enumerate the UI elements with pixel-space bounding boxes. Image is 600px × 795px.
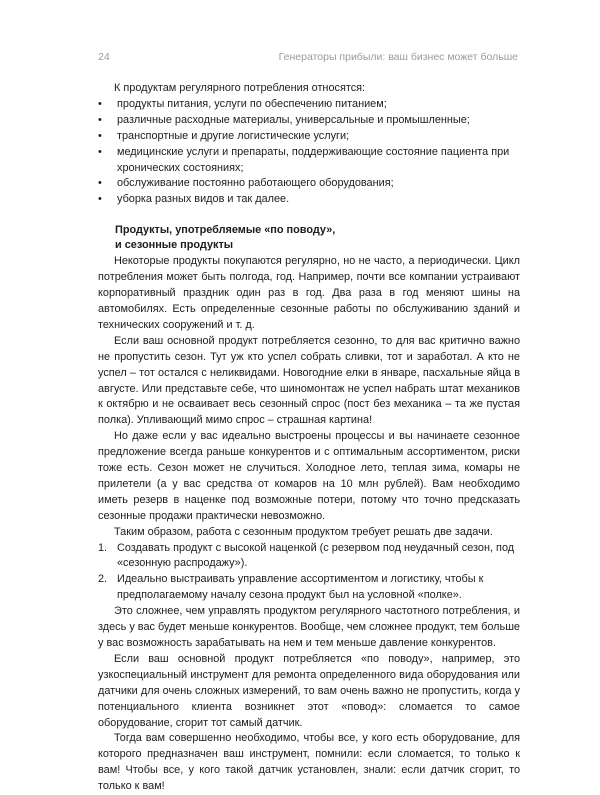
paragraph: Это сложнее, чем управлять продуктом регулярного частотного потребления, и здесь у вас будет меньше конкурентов. Вообще, чем сложнее продукт, тем больше у вас возможность зарабатывать на нем и тем меньше давление конкурентов. bbox=[98, 605, 520, 649]
bullet-marker: • bbox=[98, 113, 102, 126]
list-item-text: транспортные и другие логистические услуги; bbox=[117, 129, 350, 142]
item-number: 1. bbox=[98, 541, 108, 554]
paragraph: Если ваш основной продукт потребляется «по поводу», например, это узкоспециальный инструмент для ремонта определенного вида оборудования или датчики для очень сложных измерений, то вам очень важно не пропустить, когда у потенциального клиента возникнет этот «повод»: сломается то самое оборудование, сгорит тот самый датчик. bbox=[98, 652, 520, 729]
numbered-item-text: Создавать продукт с высокой наценкой (с резервом под неудачный сезон, под «сезонную распродажу»). bbox=[117, 541, 515, 570]
bullet-marker: • bbox=[98, 145, 102, 158]
list-item-text: обслуживание постоянно работающего оборудования; bbox=[117, 177, 394, 190]
bullet-marker: • bbox=[98, 129, 102, 142]
list-item bbox=[98, 192, 520, 208]
list-item-text: различные расходные материалы, универсальные и промышленные; bbox=[117, 113, 470, 126]
paragraph: Таким образом, работа с сезонным продуктом требует решать две задачи. bbox=[114, 525, 493, 538]
list-item bbox=[98, 145, 520, 177]
list-item bbox=[98, 176, 520, 192]
section-heading-line1: Продукты, употребляемые «по поводу», bbox=[115, 224, 336, 237]
numbered-item-text: Идеально выстраивать управление ассортиментом и логистику, чтобы к предполагаемому началу сезона продукт был на условной «полке». bbox=[117, 573, 484, 602]
list-item bbox=[98, 113, 520, 129]
list-intro: К продуктам регулярного потребления относятся: bbox=[114, 82, 366, 94]
paragraph: Некоторые продукты покупаются регулярно, но не часто, а периодически. Цикл потребления может быть полгода, год. Например, почти все компании устраивают корпоративный праздник один раз в год. Два раза в год меняют шины на автомобилях. Есть определенные сезонные работы по обслуживанию зданий и технических сооружений и т. д. bbox=[98, 255, 520, 331]
bullet-marker: • bbox=[98, 193, 102, 206]
numbered-item bbox=[98, 572, 520, 604]
page-content bbox=[98, 81, 520, 795]
list-item-text: уборка разных видов и так далее. bbox=[117, 193, 290, 206]
section-heading-line2: и сезонные продукты bbox=[115, 239, 234, 252]
paragraph: Тогда вам совершенно необходимо, чтобы все, у кого есть оборудование, для которого предназначен ваш инструмент, помнили: если сломается, то только к вам! Чтобы все, у кого такой датчик установлен, знали: если датчик сгорит, то только к вам! bbox=[98, 732, 520, 793]
bullet-marker: • bbox=[98, 97, 102, 110]
list-item bbox=[98, 97, 520, 113]
page-number: 24 bbox=[98, 51, 110, 63]
bullet-marker: • bbox=[98, 177, 102, 190]
paragraph: Но даже если у вас идеально выстроены процессы и вы начинаете сезонное предложение всегда раньше конкурентов и с оптимальным ассортиментом, риски тоже есть. Сезон может не случиться. Холодное лето, теплая зима, комары не прилетели (а у вас средства от комаров на 10 млн рублей). Вам необходимо иметь резерв в наценке под возможные потери, потому что точно предсказать сезонные продажи практически невозможно. bbox=[98, 430, 520, 522]
item-number: 2. bbox=[98, 573, 108, 586]
section-heading bbox=[98, 223, 520, 253]
numbered-item bbox=[98, 541, 520, 573]
paragraph: Если ваш основной продукт потребляется сезонно, то для вас критично важно не пропустить сезон. Тут уж кто успел собрать сливки, тот и заработал. А кто не успел – тот остался с неликвидами. Новогодние елки в январе, пасхальные яйца в августе. Или представьте себе, что шиномонтаж не успел набрать штат механиков к октябрю и не осваивает весь сезонный спрос (пост без механика – та же пустая полка). Упливающий мимо спрос – страшная картина! bbox=[98, 334, 520, 427]
numbered-list bbox=[98, 541, 520, 605]
list-item-text: продукты питания, услуги по обеспечению питанием; bbox=[117, 97, 387, 110]
bullet-list bbox=[98, 97, 520, 208]
list-item bbox=[98, 129, 520, 145]
running-title: Генераторы прибыли: ваш бизнес может больше bbox=[278, 51, 518, 63]
list-item-text: медицинские услуги и препараты, поддерживающие состояние пациента при хронических состояниях; bbox=[117, 145, 510, 174]
